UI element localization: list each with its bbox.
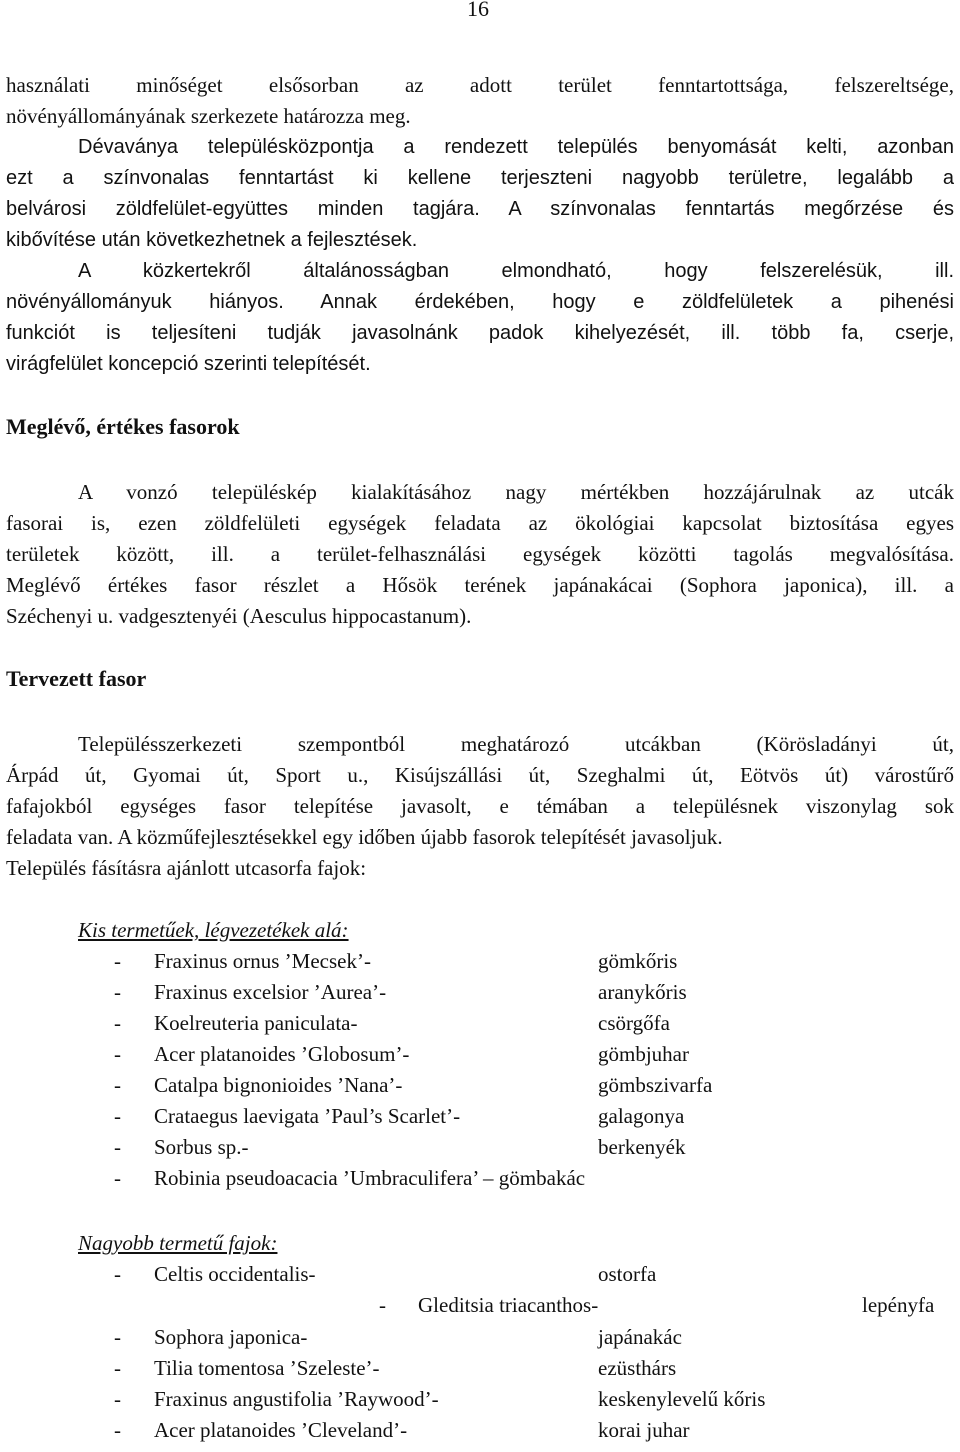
hungarian-name: lepényfa	[862, 1293, 935, 1317]
latin-name: Crataegus laevigata ’Paul’s Scarlet’-	[154, 1104, 461, 1128]
list-dash: -	[379, 1293, 386, 1317]
heading-tervezett-fasor: Tervezett fasor	[6, 666, 147, 691]
devavanya-paragraph	[6, 132, 954, 256]
text-line: A közkertekről általánosságban elmondható, hogy felszerelésük, ill.	[78, 260, 954, 282]
list-dash: -	[114, 1387, 121, 1411]
hungarian-name: berkenyék	[598, 1135, 686, 1159]
latin-name: Acer platanoides ’Cleveland’-	[154, 1418, 408, 1442]
text-line: területek között, ill. a terület-felhasználási egységek közötti tagolás megvalósítása.	[6, 542, 954, 566]
text-line: használati minőséget elsősorban az adott terület fenntartottsága, felszereltsége,	[6, 73, 954, 97]
latin-name: Fraxinus ornus ’Mecsek’-	[154, 949, 371, 973]
hungarian-name: korai juhar	[598, 1418, 690, 1442]
text-line: Meglévő értékes fasor részlet a Hősök terének japánakácai (Sophora japonica), ill. a	[6, 573, 954, 597]
list-item	[0, 1073, 960, 1104]
large-species-title: Nagyobb termetű fajok:	[78, 1231, 278, 1255]
list-item	[0, 1387, 960, 1418]
text-line: növényállományuk hiányos. Annak érdekében, hogy e zöldfelületek a pihenési	[6, 291, 954, 313]
latin-name: Robinia pseudoacacia ’Umbraculifera’ – gömbakác	[154, 1166, 586, 1190]
text-line: Széchenyi u. vadgesztenyéi (Aesculus hippocastanum).	[6, 604, 472, 628]
text-line: Településszerkezeti szempontból meghatározó utcákban (Körösladányi út,	[78, 732, 954, 756]
hungarian-name: gömkőris	[598, 949, 678, 973]
list-dash: -	[114, 1104, 121, 1128]
text-line: Település fásításra ajánlott utcasorfa fajok:	[6, 856, 367, 880]
list-dash: -	[114, 1073, 121, 1097]
text-line: Árpád út, Gyomai út, Sport u., Kisújszállási út, Szeghalmi út, Eötvös út) várostűrő	[6, 763, 954, 787]
heading-meglevo-fasorok: Meglévő, értékes fasorok	[6, 414, 240, 439]
list-dash: -	[114, 1135, 121, 1159]
list-dash: -	[114, 1042, 121, 1066]
list-dash: -	[114, 1356, 121, 1380]
text-line: belvárosi zöldfelület-együttes minden tagjára. A színvonalas fenntartás megőrzése és	[6, 198, 954, 220]
list-dash: -	[114, 949, 121, 973]
latin-name: Celtis occidentalis-	[154, 1262, 316, 1286]
list-dash: -	[114, 1262, 121, 1286]
list-item	[0, 1293, 960, 1324]
list-dash: -	[114, 1011, 121, 1035]
list-item	[0, 1104, 960, 1135]
hungarian-name: ostorfa	[598, 1262, 657, 1286]
list-item	[0, 1356, 960, 1387]
hungarian-name: galagonya	[598, 1104, 685, 1128]
list-dash: -	[114, 1325, 121, 1349]
latin-name: Sophora japonica-	[154, 1325, 308, 1349]
list-item	[0, 1325, 960, 1356]
text-line: Dévaványa településközpontja a rendezett település benyomását kelti, azonban	[78, 136, 954, 158]
list-item	[0, 1418, 960, 1449]
hungarian-name: aranykőris	[598, 980, 687, 1004]
tervezett-paragraph	[6, 729, 954, 884]
list-item	[0, 1262, 960, 1293]
hungarian-name: japánakác	[598, 1325, 682, 1349]
latin-name: Fraxinus excelsior ’Aurea’-	[154, 980, 387, 1004]
list-item	[0, 1011, 960, 1042]
text-line: fafajokból egységes fasor telepítése javasolt, e témában a településnek viszonylag sok	[6, 794, 954, 818]
text-line: fasorai is, ezen zöldfelületi egységek feladata az ökológiai kapcsolat biztosítása egyes	[6, 511, 954, 535]
latin-name: Fraxinus angustifolia ’Raywood’-	[154, 1387, 439, 1411]
small-species-title: Kis termetűek, légvezetékek alá:	[78, 918, 349, 942]
intro-paragraph	[6, 70, 954, 132]
text-line: funkciót is teljesíteni tudják javasolnánk padok kihelyezését, ill. több fa, cserje,	[6, 322, 954, 344]
list-item	[0, 1166, 960, 1197]
kozkertek-paragraph	[6, 256, 954, 380]
text-line: A vonzó településkép kialakításához nagy mértékben hozzájárulnak az utcák	[78, 480, 954, 504]
latin-name: Koelreuteria paniculata-	[154, 1011, 358, 1035]
text-line: feladata van. A közműfejlesztésekkel egy időben újabb fasorok telepítését javasoljuk.	[6, 825, 723, 849]
latin-name: Gleditsia triacanthos-	[418, 1293, 599, 1317]
hungarian-name: gömbjuhar	[598, 1042, 689, 1066]
latin-name: Tilia tomentosa ’Szeleste’-	[154, 1356, 380, 1380]
text-line: virágfelület koncepció szerinti telepítését.	[6, 353, 371, 375]
fasorok-paragraph	[6, 477, 954, 632]
list-dash: -	[114, 1166, 121, 1190]
list-item	[0, 1042, 960, 1073]
latin-name: Acer platanoides ’Globosum’-	[154, 1042, 410, 1066]
text-line: ezt a színvonalas fenntartást ki kellene terjeszteni nagyobb területre, legalább a	[6, 167, 954, 189]
hungarian-name: gömbszivarfa	[598, 1073, 713, 1097]
text-line: kibővítése után következhetnek a fejlesztések.	[6, 229, 418, 251]
text-line: növényállományának szerkezete határozza meg.	[6, 104, 411, 128]
list-item	[0, 980, 960, 1011]
page-number: 16	[467, 0, 489, 21]
hungarian-name: csörgőfa	[598, 1011, 670, 1035]
hungarian-name: keskenylevelű kőris	[598, 1387, 766, 1411]
list-dash: -	[114, 980, 121, 1004]
latin-name: Sorbus sp.-	[154, 1135, 249, 1159]
list-item	[0, 1135, 960, 1166]
hungarian-name: ezüsthárs	[598, 1356, 677, 1380]
latin-name: Catalpa bignonioides ’Nana’-	[154, 1073, 403, 1097]
list-item	[0, 949, 960, 980]
list-dash: -	[114, 1418, 121, 1442]
